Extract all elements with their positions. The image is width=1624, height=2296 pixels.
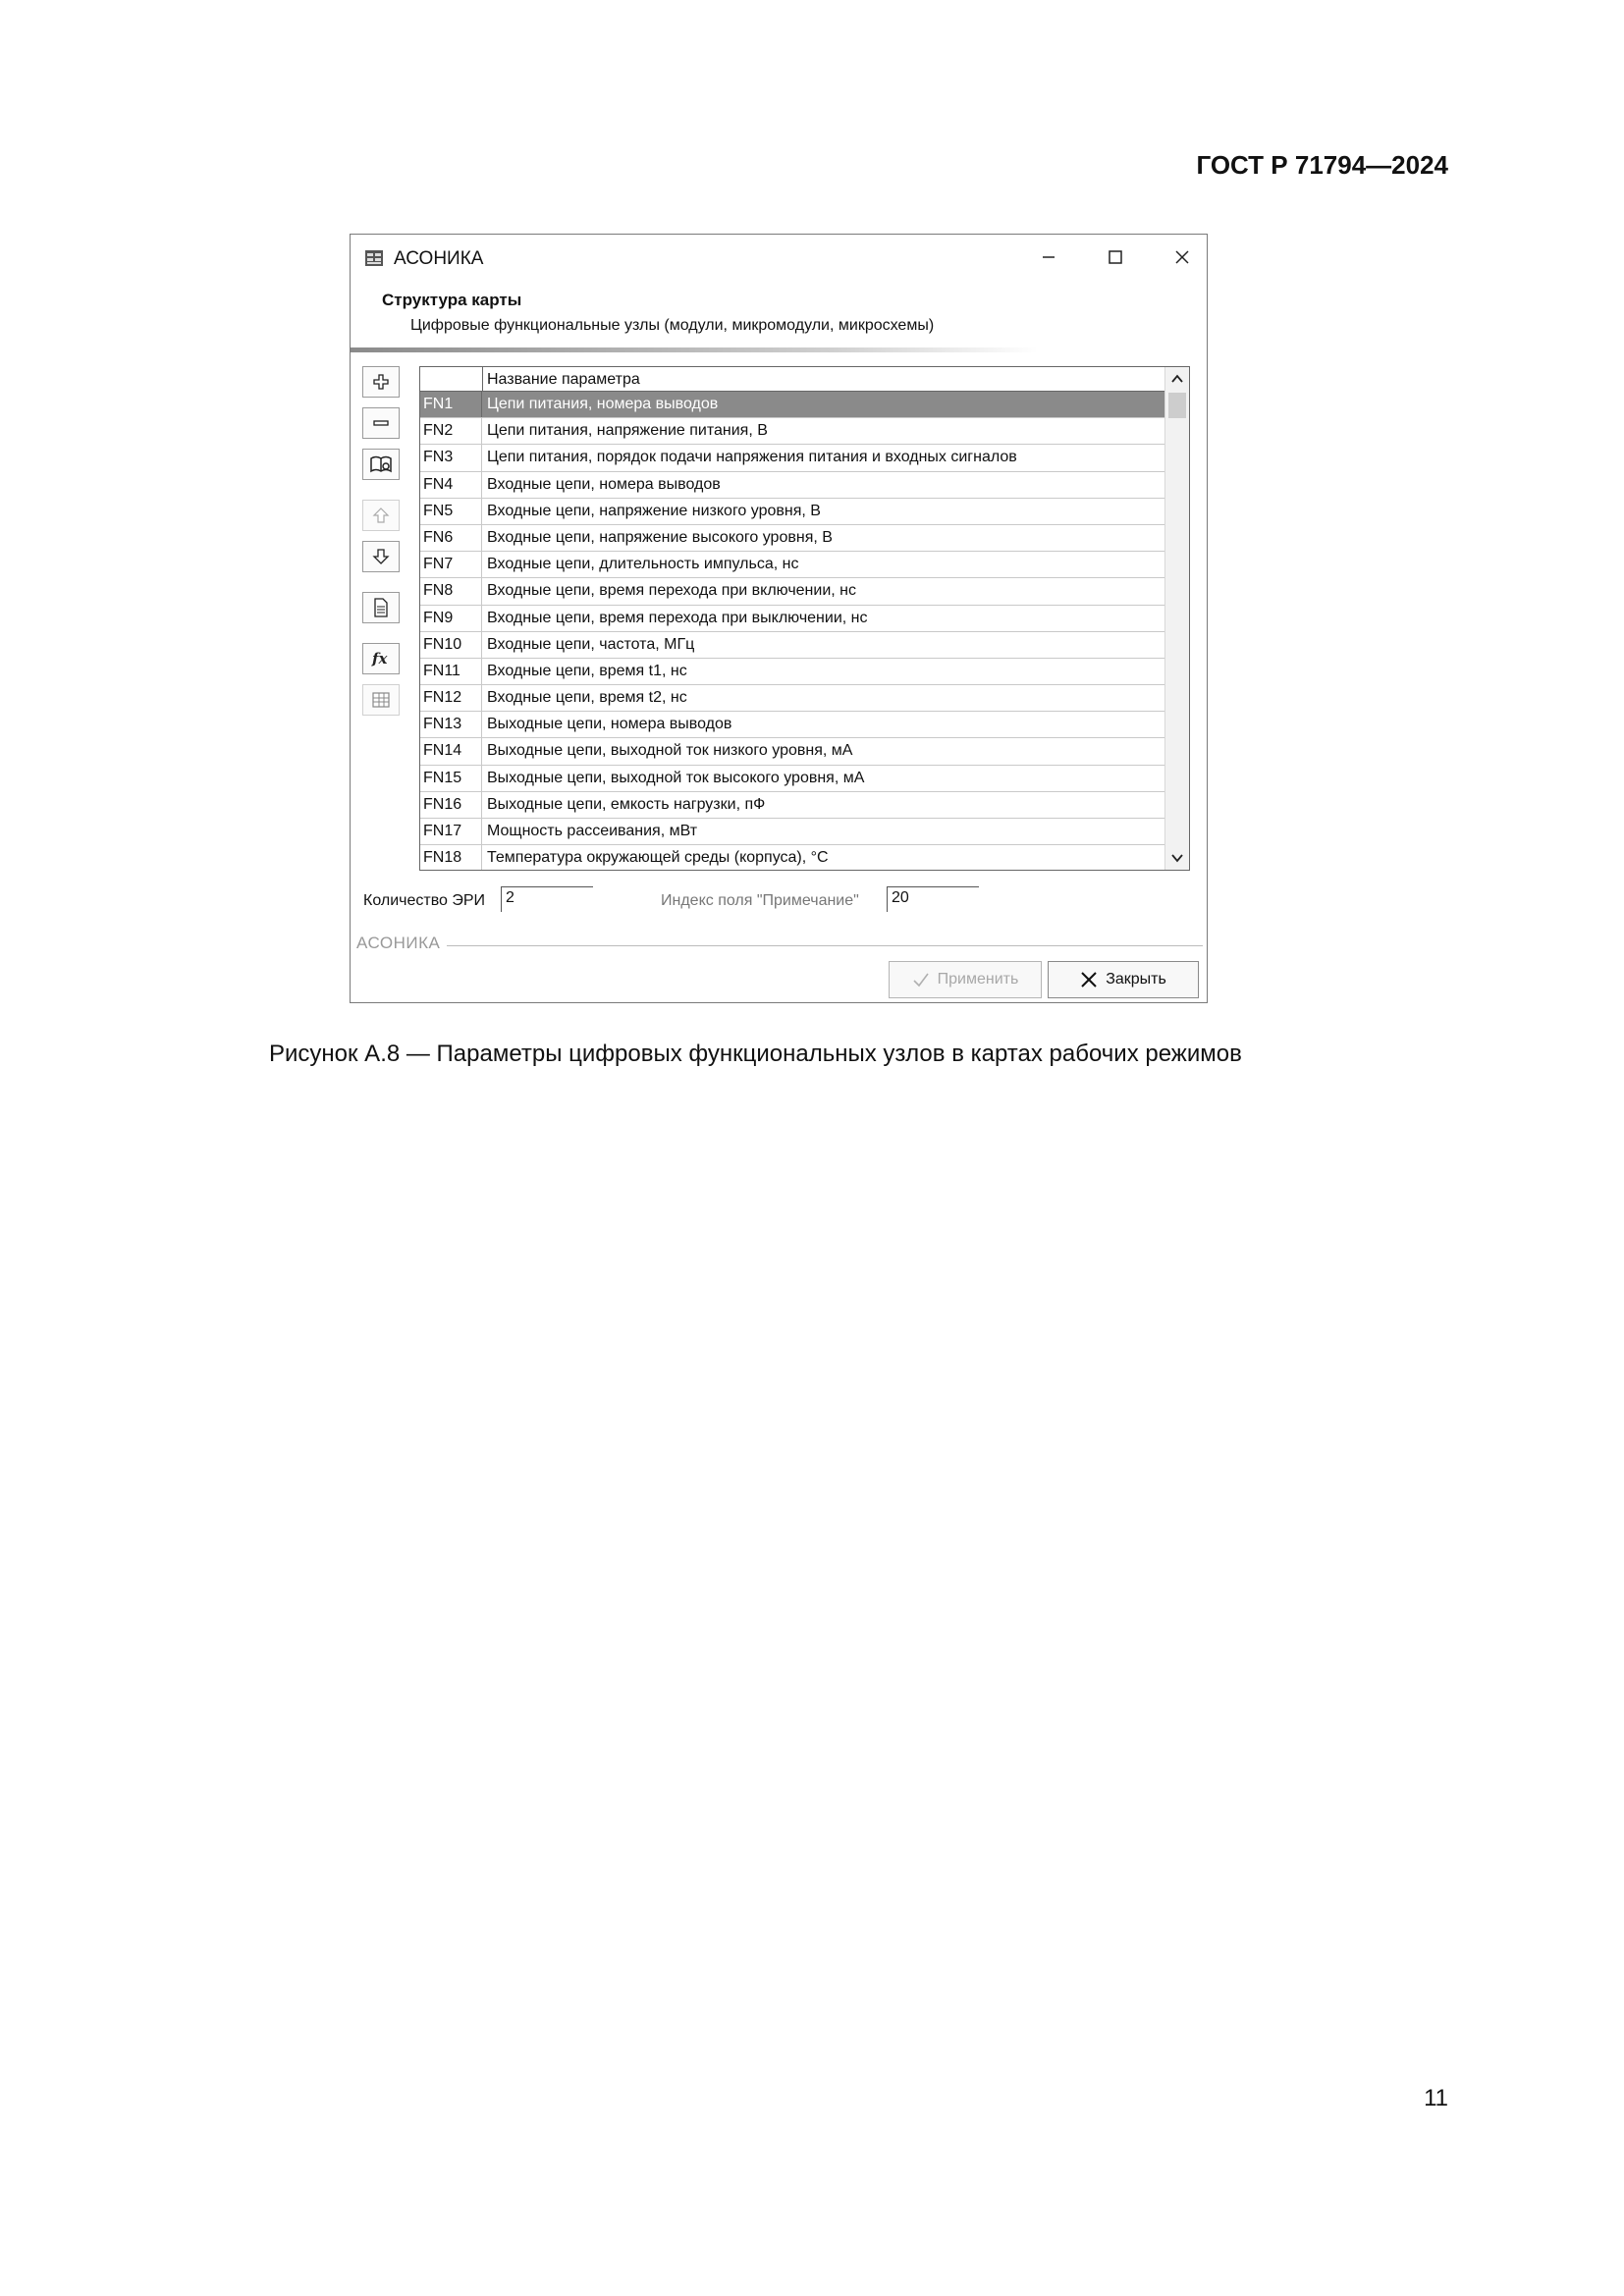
- window-title: АСОНИКА: [394, 248, 484, 269]
- figure-caption: Рисунок А.8 — Параметры цифровых функциональных узлов в картах рабочих режимов: [269, 1041, 1242, 1067]
- table-row[interactable]: [420, 525, 1164, 552]
- arrow-down-icon: [372, 548, 390, 565]
- table-row[interactable]: [420, 552, 1164, 578]
- row-code-cell: FN2: [420, 418, 482, 444]
- page-number: 11: [1424, 2085, 1448, 2111]
- row-code-cell: FN14: [420, 738, 482, 764]
- document-button[interactable]: [362, 592, 400, 623]
- close-x-icon: [1080, 971, 1098, 988]
- row-name-cell: Цепи питания, номера выводов: [487, 396, 719, 412]
- table-icon: [371, 691, 391, 709]
- eri-count-field[interactable]: 2: [501, 886, 593, 912]
- row-name-cell: Входные цепи, напряжение низкого уровня, В: [487, 502, 821, 519]
- title-bar: [351, 235, 1207, 280]
- table-row[interactable]: [420, 472, 1164, 499]
- document-icon: [373, 598, 389, 617]
- table-row[interactable]: [420, 578, 1164, 605]
- maximize-icon: [1108, 249, 1123, 265]
- row-code-cell: FN10: [420, 632, 482, 658]
- table-row[interactable]: [420, 738, 1164, 765]
- row-name-cell: Выходные цепи, номера выводов: [487, 716, 732, 733]
- book-icon: [369, 454, 393, 474]
- row-name-cell: Мощность рассеивания, мВт: [487, 823, 698, 839]
- close-button-label: Закрыть: [1106, 971, 1166, 988]
- arrow-up-icon: [372, 507, 390, 524]
- note-index-field[interactable]: 20: [887, 886, 979, 912]
- svg-text:fx: fx: [372, 650, 388, 667]
- table-row[interactable]: [420, 445, 1164, 471]
- minimize-icon: [1041, 249, 1056, 265]
- row-name-cell: Входные цепи, время перехода при включении, нс: [487, 582, 856, 600]
- close-window-button[interactable]: [1160, 240, 1205, 274]
- table-row[interactable]: [420, 606, 1164, 632]
- table-row[interactable]: [420, 659, 1164, 685]
- table-row[interactable]: [420, 392, 1164, 418]
- grid-header-code-cell: [420, 367, 483, 391]
- parameters-grid[interactable]: [419, 366, 1190, 871]
- row-name-cell: Входные цепи, номера выводов: [487, 475, 721, 493]
- table-button[interactable]: [362, 684, 400, 716]
- move-down-button[interactable]: [362, 541, 400, 572]
- section-subtitle: Цифровые функциональные узлы (модули, микромодули, микросхемы): [410, 317, 935, 334]
- note-index-label: Индекс поля "Примечание": [661, 892, 859, 909]
- asonika-window: [350, 234, 1208, 1003]
- row-name-cell: Выходные цепи, выходной ток низкого уровня, мА: [487, 742, 853, 760]
- row-code-cell: FN1: [420, 392, 482, 417]
- row-name-cell: Входные цепи, время t1, нс: [487, 662, 687, 679]
- table-row[interactable]: [420, 766, 1164, 792]
- section-title: Структура карты: [382, 291, 522, 309]
- row-code-cell: FN3: [420, 445, 482, 470]
- apply-button[interactable]: [889, 961, 1042, 998]
- row-code-cell: FN4: [420, 472, 482, 498]
- move-up-button[interactable]: [362, 500, 400, 531]
- row-code-cell: FN12: [420, 685, 482, 711]
- table-row[interactable]: [420, 792, 1164, 819]
- row-code-cell: FN17: [420, 819, 482, 844]
- row-name-cell: Входные цепи, длительность импульса, нс: [487, 556, 799, 573]
- minus-icon: [372, 414, 390, 432]
- row-code-cell: FN18: [420, 845, 482, 871]
- remove-row-button[interactable]: [362, 407, 400, 439]
- row-name-cell: Входные цепи, частота, МГц: [487, 635, 695, 653]
- row-name-cell: Выходные цепи, емкость нагрузки, пФ: [487, 795, 766, 813]
- function-fx-icon: [370, 649, 392, 668]
- minimize-button[interactable]: [1026, 240, 1071, 274]
- column-header-parameter-name: Название параметра: [487, 371, 640, 388]
- watermark-line: [447, 945, 1203, 946]
- row-code-cell: FN7: [420, 552, 482, 577]
- row-code-cell: FN9: [420, 606, 482, 631]
- add-row-button[interactable]: [362, 366, 400, 398]
- scroll-down-icon[interactable]: [1169, 850, 1185, 866]
- formula-button[interactable]: [362, 643, 400, 674]
- maximize-button[interactable]: [1093, 240, 1138, 274]
- scroll-up-icon[interactable]: [1169, 371, 1185, 387]
- row-name-cell: Входные цепи, время перехода при выключении, нс: [487, 609, 868, 626]
- row-code-cell: FN15: [420, 766, 482, 791]
- table-row[interactable]: [420, 499, 1164, 525]
- row-name-cell: Входные цепи, время t2, нс: [487, 689, 687, 707]
- standard-number: ГОСТ Р 71794—2024: [1196, 150, 1448, 180]
- row-name-cell: Цепи питания, порядок подачи напряжения питания и входных сигналов: [487, 449, 1017, 466]
- row-code-cell: FN6: [420, 525, 482, 551]
- close-icon: [1174, 249, 1190, 265]
- row-code-cell: FN8: [420, 578, 482, 604]
- app-icon: [364, 248, 384, 268]
- eri-count-label: Количество ЭРИ: [363, 892, 486, 909]
- plus-icon: [372, 373, 390, 391]
- row-code-cell: FN11: [420, 659, 482, 684]
- asonika-watermark: АСОНИКА: [356, 934, 441, 952]
- reference-book-button[interactable]: [362, 449, 400, 480]
- grid-rows: [420, 392, 1164, 871]
- row-name-cell: Температура окружающей среды (корпуса), °С: [487, 849, 829, 867]
- row-code-cell: FN5: [420, 499, 482, 524]
- row-name-cell: Выходные цепи, выходной ток высокого уровня, мА: [487, 769, 865, 786]
- table-row[interactable]: [420, 712, 1164, 738]
- vertical-scrollbar[interactable]: [1164, 367, 1189, 870]
- row-name-cell: Входные цепи, напряжение высокого уровня, В: [487, 528, 833, 546]
- table-row[interactable]: [420, 632, 1164, 659]
- row-code-cell: FN16: [420, 792, 482, 818]
- row-code-cell: FN13: [420, 712, 482, 737]
- table-row[interactable]: [420, 418, 1164, 445]
- checkmark-icon: [912, 971, 930, 988]
- table-row[interactable]: [420, 819, 1164, 845]
- header-divider: [351, 347, 1038, 352]
- row-name-cell: Цепи питания, напряжение питания, В: [487, 422, 768, 440]
- scrollbar-thumb[interactable]: [1168, 393, 1186, 418]
- table-row[interactable]: [420, 845, 1164, 871]
- table-row[interactable]: [420, 685, 1164, 712]
- grid-header: [420, 367, 1164, 392]
- close-button[interactable]: [1048, 961, 1199, 998]
- apply-button-label: Применить: [937, 971, 1019, 988]
